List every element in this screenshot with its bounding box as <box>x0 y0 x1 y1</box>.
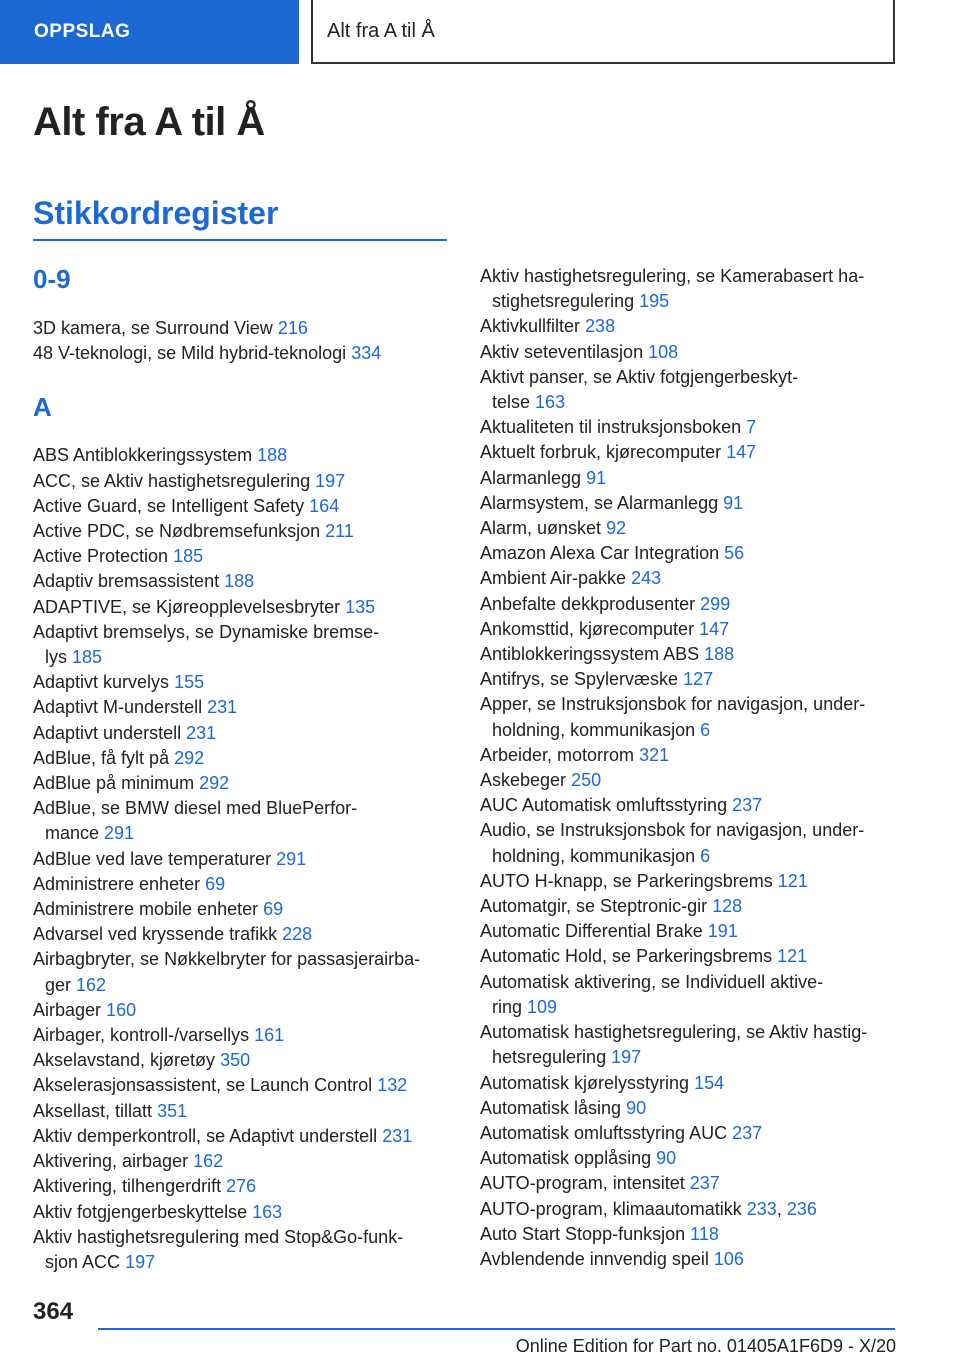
index-entry-term: Akselavstand, kjøretøy <box>33 1050 216 1071</box>
page-reference-link[interactable]: 162 <box>193 1151 224 1172</box>
index-entry-term: Aktivt panser, se Aktiv fotgjengerbeskyt- <box>480 366 799 387</box>
index-entry-term: Adaptivt understell <box>33 722 182 743</box>
page-reference-link[interactable]: 291 <box>276 848 307 869</box>
page-reference-link[interactable]: 135 <box>345 596 376 617</box>
index-entry <box>480 894 900 919</box>
index-entry-term: Adaptivt bremselys, se Dynamiske bremse- <box>33 621 380 642</box>
index-entry <box>33 1124 453 1149</box>
index-entry-term: Ankomsttid, kjørecomputer <box>480 618 695 639</box>
index-entry-term: Aktiv fotgjengerbeskyttelse <box>33 1201 248 1222</box>
index-entry-term: Aktivkullfilter <box>480 316 581 337</box>
page-reference-link[interactable]: 147 <box>726 442 757 463</box>
page-reference-link[interactable]: 188 <box>704 644 735 665</box>
index-entry-term: AUC Automatisk omluftsstyring <box>480 795 728 816</box>
page-reference-link[interactable]: 6 <box>700 719 711 740</box>
page-reference-link[interactable]: 108 <box>648 341 679 362</box>
footer-edition-text: Online Edition for Part no. 01405A1F6D9 - X/20 <box>515 1336 896 1356</box>
page-reference-link[interactable]: 231 <box>382 1125 413 1146</box>
index-entry <box>33 494 453 519</box>
page-reference-link[interactable]: 56 <box>724 543 745 564</box>
index-entry <box>33 771 453 796</box>
page-reference-link[interactable]: 188 <box>257 445 288 466</box>
page-reference-link[interactable]: 118 <box>690 1223 719 1244</box>
index-entry <box>480 1171 900 1196</box>
index-entry <box>33 544 453 569</box>
page-reference-link[interactable]: 154 <box>694 1072 725 1093</box>
page-reference-link[interactable]: 211 <box>325 521 354 542</box>
page-reference-link[interactable]: 185 <box>173 546 204 567</box>
index-entry-term: AUTO H-knapp, se Parkeringsbrems <box>480 870 773 891</box>
page-reference-link[interactable]: 276 <box>226 1176 257 1197</box>
page-reference-link[interactable]: 7 <box>746 417 757 438</box>
page-reference-link[interactable]: 237 <box>732 795 763 816</box>
index-entry-term: Alarm, uønsket <box>480 518 602 539</box>
index-entry <box>33 1174 453 1199</box>
index-entry-term: Antiblokkeringssystem ABS <box>480 644 700 665</box>
index-entry-term: Akselerasjonsassistent, se Launch Control <box>33 1075 373 1096</box>
page-reference-link[interactable]: 233 <box>746 1198 777 1219</box>
index-entry-term: Avblendende innvendig speil <box>480 1248 709 1269</box>
index-entry-term: Aktuelt forbruk, kjørecomputer <box>480 442 722 463</box>
page-reference-link[interactable]: 161 <box>254 1025 285 1046</box>
index-entry <box>33 443 453 468</box>
page-reference-link[interactable]: 191 <box>707 921 738 942</box>
index-entry-term: Automatgir, se Steptronic-gir <box>480 896 708 917</box>
index-entry-term: AdBlue ved lave temperaturer <box>33 848 272 869</box>
index-entry <box>480 869 900 894</box>
index-entry <box>480 919 900 944</box>
index-entry-term: Active PDC, se Nødbremsefunksjon <box>33 521 321 542</box>
page-reference-link[interactable]: 106 <box>713 1248 744 1269</box>
index-entry-term-continued: lys <box>45 647 67 668</box>
index-letter-heading: A <box>33 392 52 423</box>
index-entry <box>480 264 900 314</box>
index-entry-term-continued: telse <box>492 392 531 413</box>
index-entry <box>33 1225 453 1275</box>
footer-divider <box>98 1328 895 1330</box>
index-entry <box>480 768 900 793</box>
index-entry-term: Aktiv demperkontroll, se Adaptivt understell <box>33 1125 378 1146</box>
page-reference-link[interactable]: 236 <box>786 1198 817 1219</box>
page-reference-link[interactable]: 237 <box>689 1173 720 1194</box>
index-entry-term: 48 V-teknologi, se Mild hybrid-teknologi <box>33 343 347 364</box>
page-reference-link[interactable]: 334 <box>351 343 382 364</box>
index-entry-term: ACC, se Aktiv hastighetsregulering <box>33 470 311 491</box>
index-entry <box>480 793 900 818</box>
index-entry-term: Alarmsystem, se Alarmanlegg <box>480 492 719 513</box>
index-entry <box>480 970 900 1020</box>
index-entry <box>480 1121 900 1146</box>
index-entry-term: ADAPTIVE, se Kjøreopplevelsesbryter <box>33 596 341 617</box>
page-reference-link[interactable]: 231 <box>207 697 238 718</box>
index-entry-term: AdBlue, se BMW diesel med BluePerfor- <box>33 798 358 819</box>
index-entry-term: Airbager, kontroll-/varsellys <box>33 1025 250 1046</box>
index-entry <box>33 469 453 494</box>
index-entry-term: AdBlue, få fylt på <box>33 747 170 768</box>
section-title: Stikkordregister <box>33 195 279 231</box>
index-entry <box>480 692 900 742</box>
index-entry-term: Audio, se Instruksjonsbok for navigasjon, under- <box>480 820 865 841</box>
index-entry <box>33 620 453 670</box>
index-entry <box>33 1023 453 1048</box>
section-tab[interactable]: OPPSLAG <box>0 0 299 64</box>
chapter-title: Alt fra A til Å <box>327 19 435 42</box>
index-entry-term: Automatic Hold, se Parkeringsbrems <box>480 946 773 967</box>
page-reference-link[interactable]: 237 <box>732 1122 763 1143</box>
index-entry-term: Aktualiteten til instruksjonsboken <box>480 417 742 438</box>
page-reference-link[interactable]: 121 <box>777 946 808 967</box>
index-entry <box>33 998 453 1023</box>
index-entry-term: Aktiv hastighetsregulering, se Kamerabasert ha- <box>480 266 865 286</box>
index-entry-term: Adaptiv bremsassistent <box>33 571 220 592</box>
index-entry <box>480 516 900 541</box>
index-entry-term: Active Protection <box>33 546 169 567</box>
index-entry-term: Aktivering, tilhengerdrift <box>33 1176 222 1197</box>
page-reference-link[interactable]: 162 <box>76 974 107 995</box>
index-column-left <box>33 264 453 1275</box>
page-reference-link[interactable]: 69 <box>205 873 226 894</box>
index-entry-term: Apper, se Instruksjonsbok for navigasjon, under- <box>480 694 866 715</box>
index-entry <box>33 595 453 620</box>
page-reference-link[interactable]: 231 <box>186 722 217 743</box>
page-reference-link[interactable]: 127 <box>683 669 714 690</box>
page-reference-link[interactable]: 292 <box>199 773 230 794</box>
index-entry: AUTO-program, klimaautomatikk 233, 236 <box>480 1198 817 1219</box>
page-reference-link[interactable]: 121 <box>777 870 808 891</box>
index-entry <box>480 1020 900 1070</box>
index-entry-term: AdBlue på minimum <box>33 773 195 794</box>
page-reference-link[interactable]: 292 <box>174 747 205 768</box>
index-entry <box>480 642 900 667</box>
index-entry <box>33 847 453 872</box>
index-entry-term: Askebeger <box>480 770 567 791</box>
index-entry-term: Alarmanlegg <box>480 467 582 488</box>
page-reference-link[interactable]: 160 <box>106 999 137 1020</box>
page-reference-link[interactable]: 164 <box>309 495 340 516</box>
index-entry-term: Automatisk omluftsstyring AUC <box>480 1122 728 1143</box>
page-reference-link[interactable]: 216 <box>277 318 308 338</box>
index-entry <box>480 541 900 566</box>
index-entry <box>33 947 453 997</box>
index-entry-term: Auto Start Stopp-funksjon <box>480 1223 686 1244</box>
index-entry <box>33 695 453 720</box>
page-reference-link[interactable]: 90 <box>626 1097 647 1118</box>
page-reference-link[interactable]: 91 <box>586 467 607 488</box>
index-entry <box>33 1099 453 1124</box>
index-entry-term: Automatisk kjørelysstyring <box>480 1072 690 1093</box>
index-entry-term: Ambient Air-pakke <box>480 568 627 589</box>
index-entry-term: Advarsel ved kryssende trafikk <box>33 924 278 945</box>
page-title: Alt fra A til Å <box>33 100 265 144</box>
index-entry <box>33 872 453 897</box>
index-entry-term: Automatisk låsing <box>480 1097 622 1118</box>
page-reference-link[interactable]: 197 <box>611 1047 642 1068</box>
page-reference-link[interactable]: 188 <box>224 571 255 592</box>
index-entry-term-continued: sjon ACC <box>45 1251 121 1272</box>
index-entry <box>480 491 900 516</box>
index-entry <box>480 1247 900 1272</box>
index-entry-term-continued: holdning, kommunikasjon <box>492 845 696 866</box>
index-entry-term: Adaptivt kurvelys <box>33 672 170 693</box>
index-entry <box>480 466 900 491</box>
index-entry-term: ABS Antiblokkeringssystem <box>33 445 253 466</box>
page-reference-link[interactable]: 6 <box>700 845 711 866</box>
page-reference-link[interactable]: 155 <box>174 672 205 693</box>
index-entry-term: Airbager <box>33 999 102 1020</box>
index-entry <box>480 566 900 591</box>
page-reference-link[interactable]: 197 <box>125 1251 156 1272</box>
index-entry <box>480 617 900 642</box>
section-divider <box>33 239 447 241</box>
index-letter-heading: 0-9 <box>33 264 71 294</box>
page-reference-link[interactable]: 195 <box>639 291 670 312</box>
page-reference-link[interactable]: 291 <box>104 823 135 844</box>
index-entry <box>33 796 453 846</box>
index-entry-term: 3D kamera, se Surround View <box>33 318 273 338</box>
index-entry-term: Aktiv hastighetsregulering med Stop&Go-funk- <box>33 1226 404 1247</box>
index-entry <box>480 365 900 415</box>
index-entry-term-continued: holdning, kommunikasjon <box>492 719 696 740</box>
page-reference-link[interactable]: 163 <box>252 1201 283 1222</box>
page-reference-link[interactable]: 132 <box>377 1075 408 1096</box>
index-entry <box>480 592 900 617</box>
index-entry <box>480 818 900 868</box>
index-entry-term: AUTO-program, intensitet <box>480 1173 685 1194</box>
page-reference-link[interactable]: 351 <box>157 1100 188 1121</box>
page-reference-link[interactable]: 299 <box>700 593 731 614</box>
index-entry-term: Automatic Differential Brake <box>480 921 703 942</box>
page-reference-link[interactable]: 350 <box>220 1050 251 1071</box>
index-entry-term: Automatisk hastighetsregulering, se Aktiv hastig- <box>480 1022 868 1043</box>
page-reference-link[interactable]: 92 <box>606 518 627 539</box>
page-reference-link[interactable]: 109 <box>527 996 558 1017</box>
index-entry-term: Automatisk aktivering, se Individuell aktive- <box>480 971 824 992</box>
index-entry-term: Administrere mobile enheter <box>33 899 259 920</box>
index-entry-term-continued: hetsregulering <box>492 1047 607 1068</box>
page-reference-link[interactable]: 250 <box>571 770 602 791</box>
index-entry <box>33 721 453 746</box>
index-entry <box>480 314 900 339</box>
index-entry <box>33 897 453 922</box>
index-entry <box>480 415 900 440</box>
page-reference-link[interactable]: 243 <box>631 568 662 589</box>
index-entry-term: Anbefalte dekkprodusenter <box>480 593 696 614</box>
index-entry-term-continued: stighetsregulering <box>492 291 635 312</box>
index-entry-term-continued: ring <box>492 996 523 1017</box>
page-reference-link[interactable]: 147 <box>699 618 730 639</box>
index-entry <box>33 316 453 341</box>
index-entry <box>480 440 900 465</box>
page-reference-link[interactable]: 228 <box>282 924 313 945</box>
page-reference-link[interactable]: 128 <box>712 896 743 917</box>
index-entry <box>480 1096 900 1121</box>
index-entry <box>33 1149 453 1174</box>
index-column-right <box>480 264 900 1272</box>
index-entry <box>480 1222 900 1247</box>
index-entry-term: Aktiv seteventilasjon <box>480 341 644 362</box>
page-reference-link[interactable]: 69 <box>263 899 284 920</box>
index-entry-term: Aktivering, airbager <box>33 1151 189 1172</box>
index-entry-term: Administrere enheter <box>33 873 201 894</box>
index-entry <box>480 944 900 969</box>
index-entry-term-continued: mance <box>45 823 100 844</box>
index-entry <box>33 519 453 544</box>
page-number: 364 <box>33 1298 74 1325</box>
index-entry <box>33 746 453 771</box>
chapter-title-box <box>311 0 895 64</box>
index-entry-term: Airbagbryter, se Nøkkelbryter for passasjerairba- <box>33 949 421 970</box>
index-entry-term: AUTO-program, klimaautomatikk <box>480 1198 742 1219</box>
index-entry-term: Automatisk opplåsing <box>480 1148 652 1169</box>
page-reference-link[interactable]: 238 <box>585 316 616 337</box>
index-entry-term-continued: ger <box>45 974 72 995</box>
index-entry <box>33 569 453 594</box>
page-reference-link[interactable]: 197 <box>315 470 346 491</box>
index-entry <box>480 743 900 768</box>
index-entry-term: Amazon Alexa Car Integration <box>480 543 720 564</box>
index-entry <box>33 922 453 947</box>
page-reference-link[interactable]: 163 <box>535 392 566 413</box>
index-entry <box>33 1200 453 1225</box>
index-entry <box>480 1071 900 1096</box>
index-entry-term: Aksellast, tillatt <box>33 1100 153 1121</box>
index-entry-term: Adaptivt M-understell <box>33 697 203 718</box>
page-reference-link[interactable]: 90 <box>656 1148 677 1169</box>
index-entry <box>33 670 453 695</box>
page-reference-link[interactable]: 91 <box>723 492 744 513</box>
page-reference-link[interactable]: 185 <box>72 647 103 668</box>
index-entry <box>480 667 900 692</box>
index-entry <box>480 340 900 365</box>
page-reference-link[interactable]: 321 <box>639 744 670 765</box>
index-entry-term: Antifrys, se Spylervæske <box>480 669 679 690</box>
index-entry <box>33 1048 453 1073</box>
index-entry <box>33 1073 453 1098</box>
index-entry-term: Arbeider, motorrom <box>480 744 635 765</box>
index-entry <box>480 1146 900 1171</box>
index-entry <box>33 341 453 366</box>
index-entry-term: Active Guard, se Intelligent Safety <box>33 495 305 516</box>
